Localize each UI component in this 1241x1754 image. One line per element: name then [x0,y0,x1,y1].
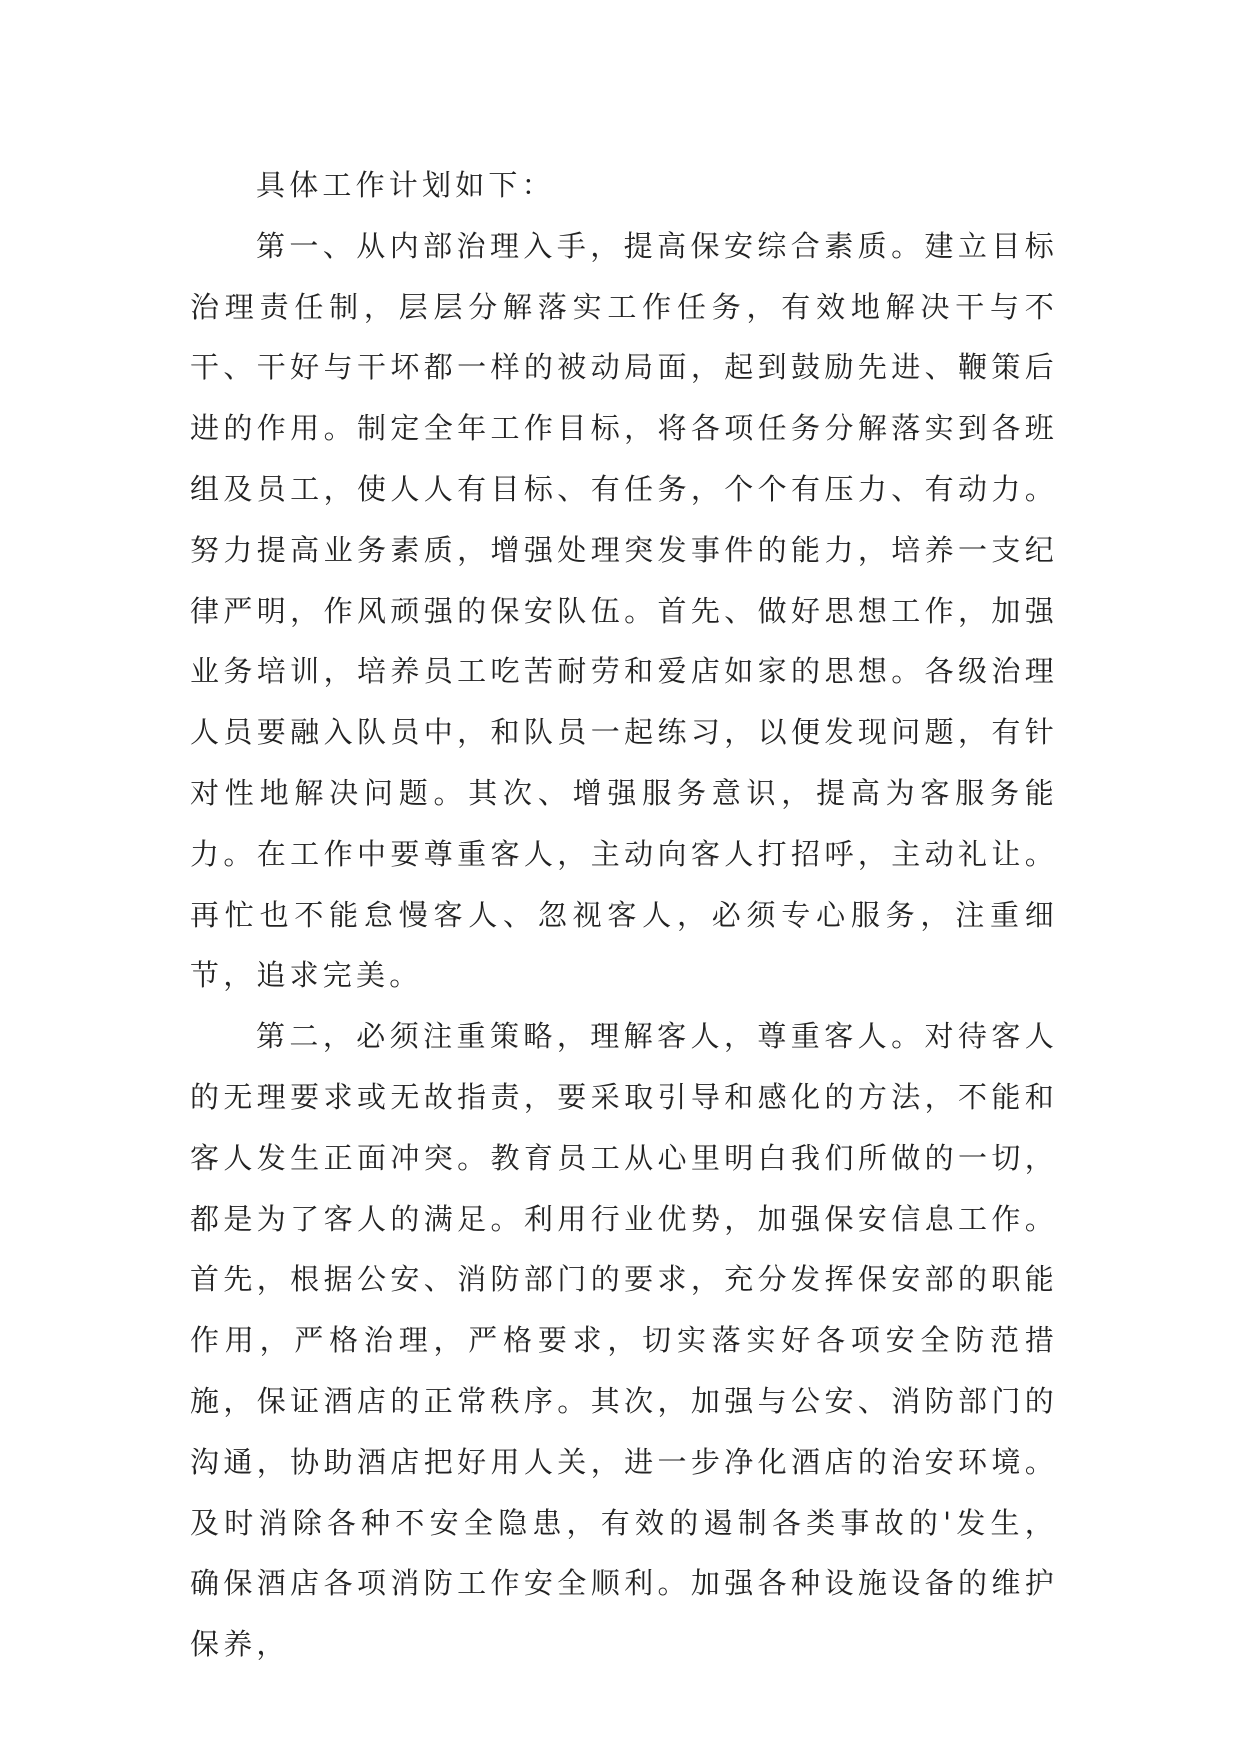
paragraph-second: 第二，必须注重策略，理解客人，尊重客人。对待客人的无理要求或无故指责，要采取引导和感化的方法，不能和客人发生正面冲突。教育员工从心里明白我们所做的一切，都是为了客人的满足。利用行业优势，加强保安信息工作。首先，根据公安、消防部门的要求，充分发挥保安部的职能作用，严格治理，严格要求，切实落实好各项安全防范措施，保证酒店的正常秩序。其次，加强与公安、消防部门的沟通，协助酒店把好用人关，进一步净化酒店的治安环境。及时消除各种不安全隐患，有效的遏制各类事故的'发生，确保酒店各项消防工作安全顺利。加强各种设施设备的维护保养， [190,1019,1058,1662]
document-body [190,155,1058,1675]
paragraph-intro: 具体工作计划如下： [256,168,555,202]
paragraph-first: 第一、从内部治理入手，提高保安综合素质。建立目标治理责任制，层层分解落实工作任务，有效地解决干与不干、干好与干坏都一样的被动局面，起到鼓励先进、鞭策后进的作用。制定全年工作目标，将各项任务分解落实到各班组及员工，使人人有目标、有任务，个个有压力、有动力。努力提高业务素质，增强处理突发事件的能力，培养一支纪律严明，作风顽强的保安队伍。首先、做好思想工作，加强业务培训，培养员工吃苦耐劳和爱店如家的思想。各级治理人员要融入队员中，和队员一起练习，以便发现问题，有针对性地解决问题。其次、增强服务意识，提高为客服务能力。在工作中要尊重客人，主动向客人打招呼，主动礼让。再忙也不能怠慢客人、忽视客人，必须专心服务，注重细节，追求完美。 [190,228,1058,993]
